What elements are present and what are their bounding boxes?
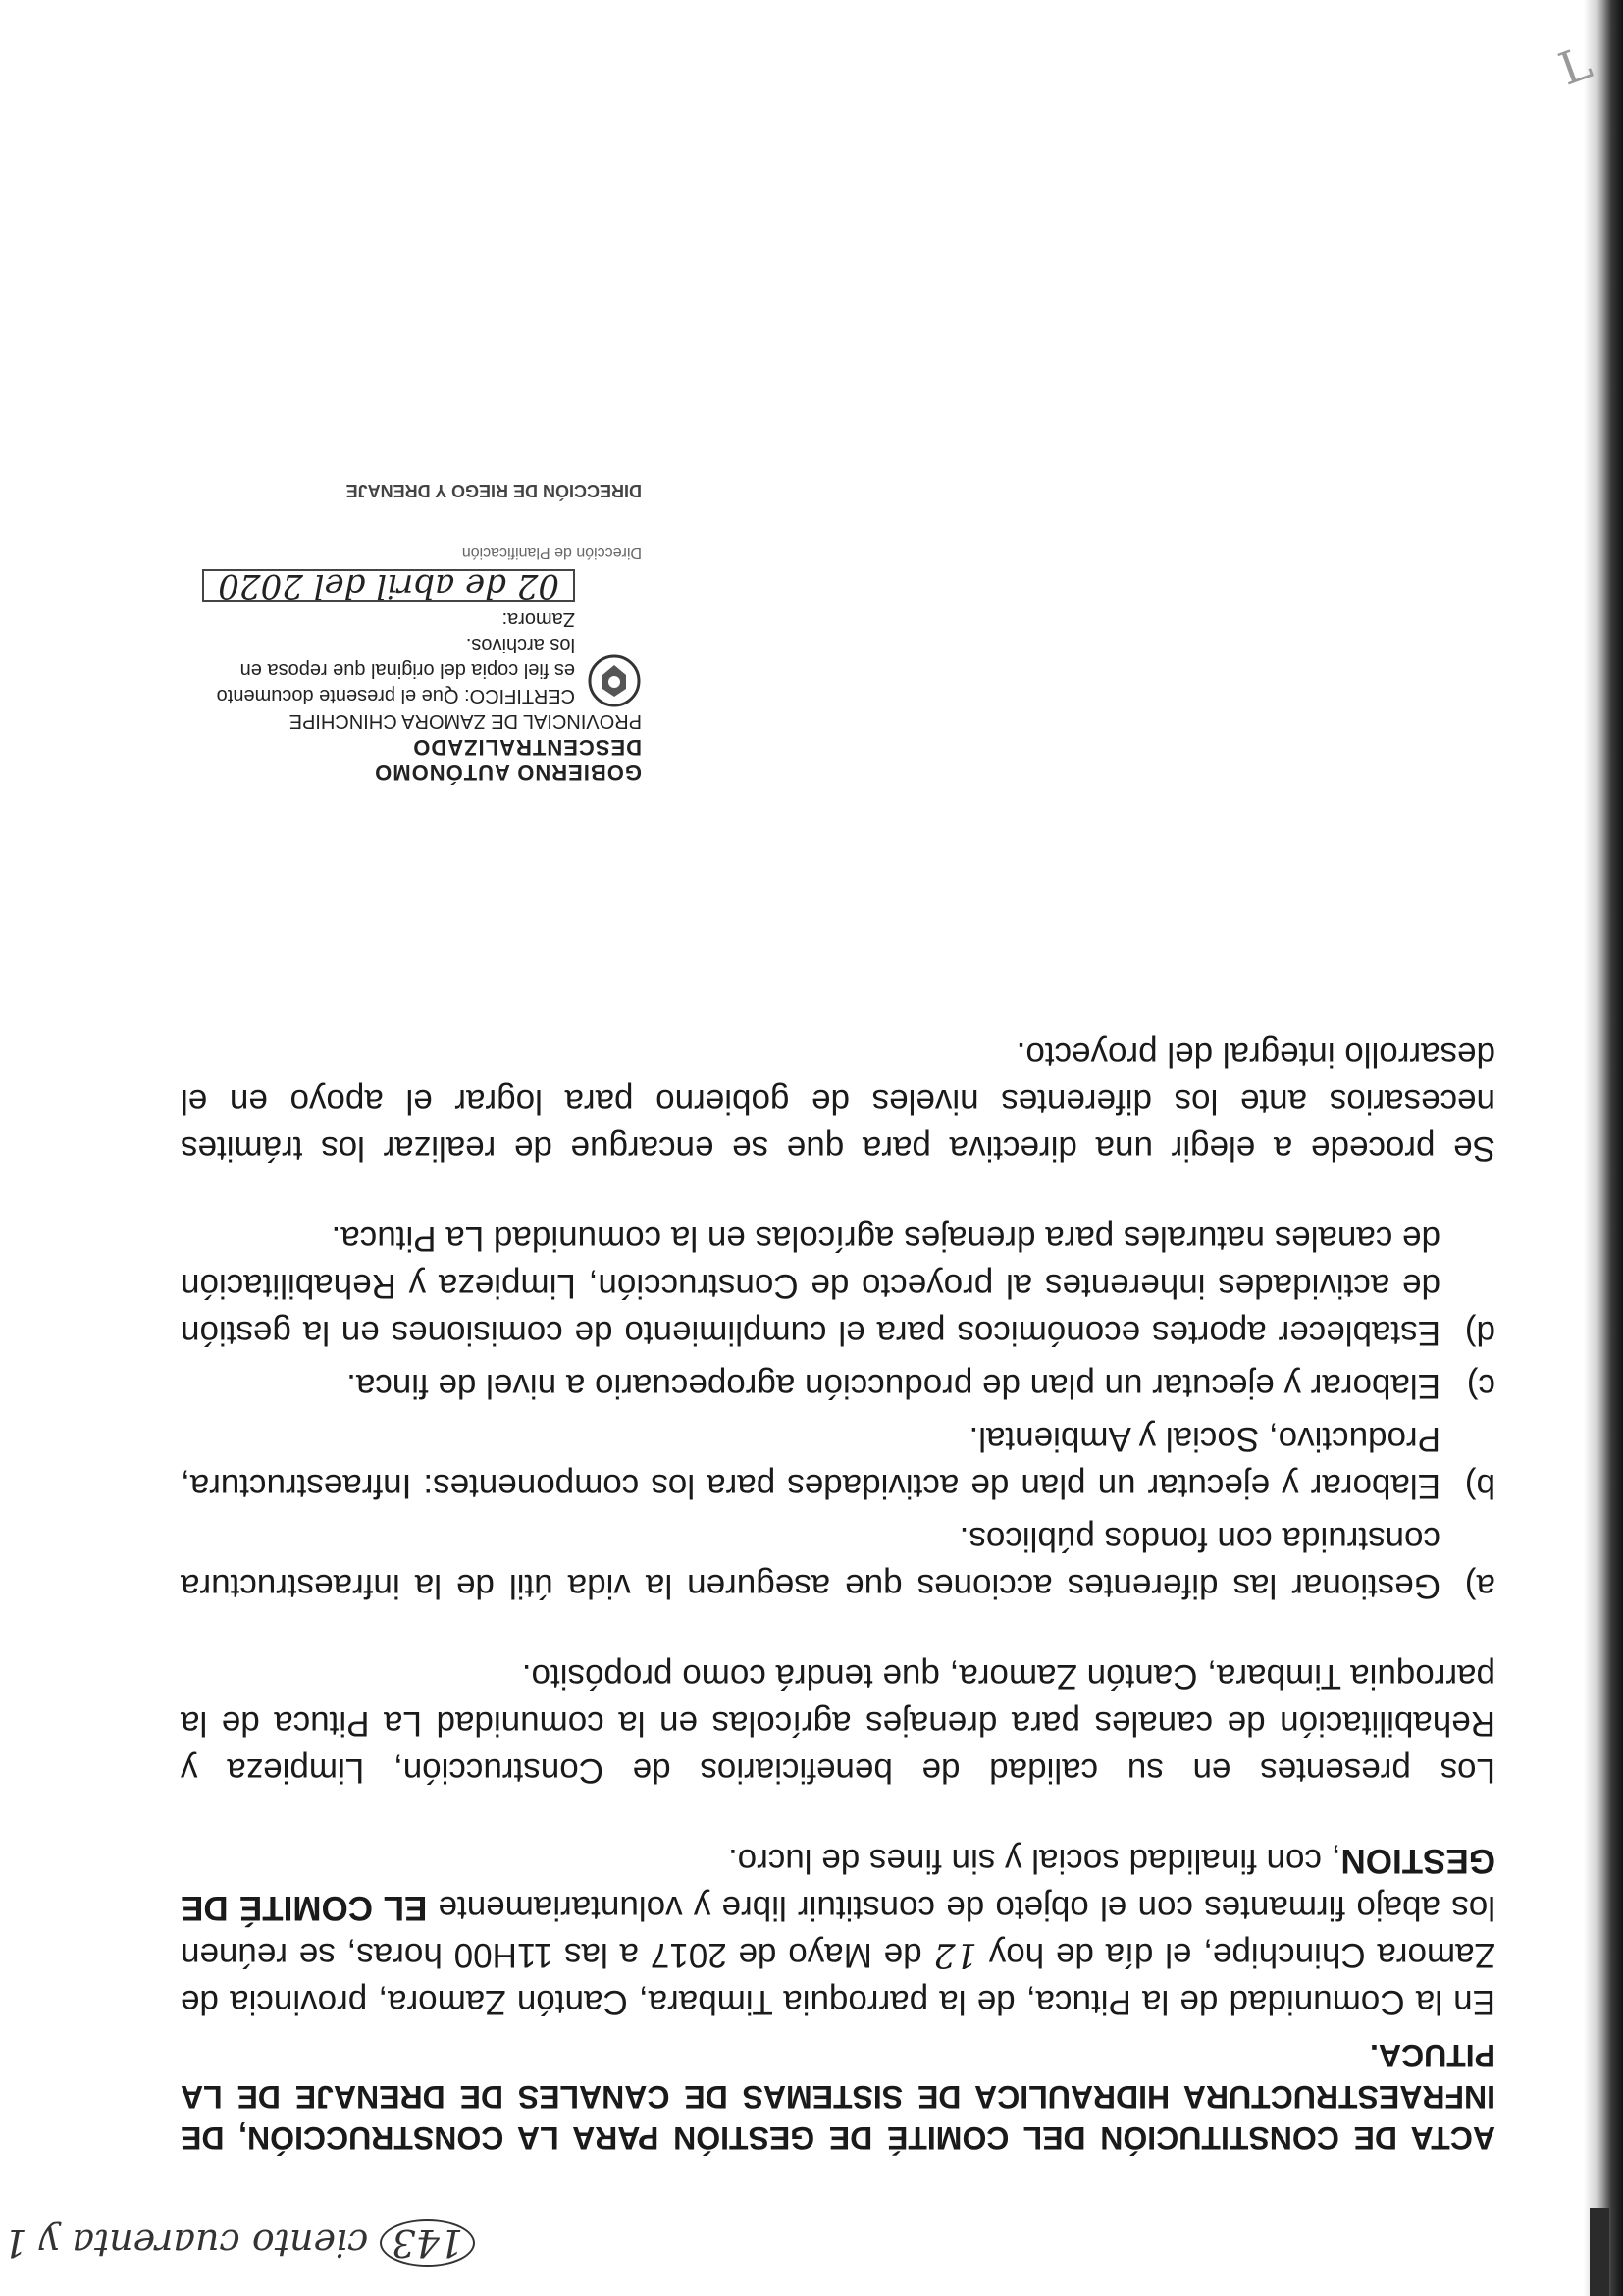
list-letter: d)	[1464, 1314, 1495, 1352]
coat-of-arms-icon	[587, 653, 642, 708]
list-text: Establecer aportes económicos para el cumplimiento de comisiones en la gestión de actividades inherentes al proyecto de Construcción, Limpieza y Rehabilitación de canales naturales para drenajes agrícolas en la comunidad La Pituca.	[181, 1220, 1440, 1352]
stamp-government: GOBIERNO AUTÓNOMO DESCENTRALIZADO	[374, 735, 642, 785]
list-item	[181, 1215, 1495, 1356]
page-mark: L	[1551, 35, 1598, 96]
stamp-body	[190, 568, 642, 708]
stamp-date-handwritten: 02 de abril del 2020	[202, 569, 575, 602]
title-line-2: INFRAESTRUCTURA HIDRAULICA DE SISTEMAS DE CANALES DE DRENAJE DE LA PITUCA.	[181, 2038, 1495, 2114]
paragraph-directive: Se procede a elegir una directiva para que se encargue de realizar los trámites necesarios ante los diferentes niveles de gobierno para lograr el apoyo en el desarrollo integral del proyecto.	[181, 1035, 1495, 1168]
title-line-1: ACTA DE CONSTITUCIÓN DEL COMITÉ DE GESTIÓN PARA LA CONSTRUCCIÓN, DE	[181, 2120, 1495, 2156]
stamp-line-2: es fiel copia del original que reposa en	[239, 659, 575, 681]
p1-day-handwritten: 12	[933, 1935, 977, 1974]
document-body	[181, 987, 1495, 2159]
list-letter: a)	[1464, 1567, 1495, 1605]
handwritten-number-words: ciento cuarenta y 1	[3, 2221, 369, 2265]
stamp-direction: DIRECCIÓN DE RIEGO Y DRENAJE	[345, 481, 642, 500]
list-item	[181, 1362, 1495, 1409]
stamp-date-row	[190, 568, 575, 632]
list-text: Elaborar y ejecutar un plan de actividades para los componentes: Infraestructura, Productivo, Social y Ambiental.	[181, 1420, 1440, 1505]
list-item	[181, 1515, 1495, 1609]
paragraph-meeting	[181, 1837, 1495, 2025]
certification-stamp	[190, 478, 642, 785]
stamp-province: PROVINCIAL DE ZAMORA CHINCHIPE	[288, 710, 642, 732]
p1-middle: de Mayo de 2017 a las 11H00 horas, se reúnen los abajo firmantes con el objeto de constituir libre y voluntariamente	[181, 1889, 1495, 1974]
committee-name: EL COMITÉ DE GESTION	[181, 1842, 1495, 1927]
stamp-text	[190, 568, 575, 708]
p1-end: , con finalidad social y sin fines de lucro.	[727, 1842, 1341, 1880]
stamp-faint-line: Dirección de Planificación	[461, 545, 642, 561]
p1-start: En la Comunidad de la Pituca, de la parroquia Timbara, Cantón Zamora, provincia de Zamora Chinchipe, el día de hoy	[181, 1936, 1495, 2021]
list-text: Elaborar y ejecutar un plan de producción agropecuario a nivel de finca.	[346, 1367, 1440, 1405]
list-item	[181, 1415, 1495, 1509]
list-letter: b)	[1464, 1467, 1495, 1505]
stamp-date-label: Zamora:	[501, 608, 575, 630]
stamp-line-1: CERTIFICO: Que el presente documento	[216, 685, 575, 706]
handwritten-page-number	[3, 2219, 475, 2267]
stamp-line-3: los archivos.	[465, 634, 575, 655]
purpose-list	[181, 1215, 1495, 1609]
list-letter: c)	[1466, 1367, 1495, 1405]
paragraph-purpose: Los presentes en su calidad de beneficiarios de Construcción, Limpieza y Rehabilitación de canales para drenajes agrícolas en la comunidad La Pituca de la parroquia Timbara, Cantón Zamora, que tendrá como propósito.	[181, 1657, 1495, 1790]
circled-number: 143	[380, 2219, 475, 2267]
list-text: Gestionar las diferentes acciones que aseguren la vida útil de la infraestructura construida con fondos públicos.	[181, 1520, 1440, 1605]
document-title	[181, 2035, 1495, 2159]
